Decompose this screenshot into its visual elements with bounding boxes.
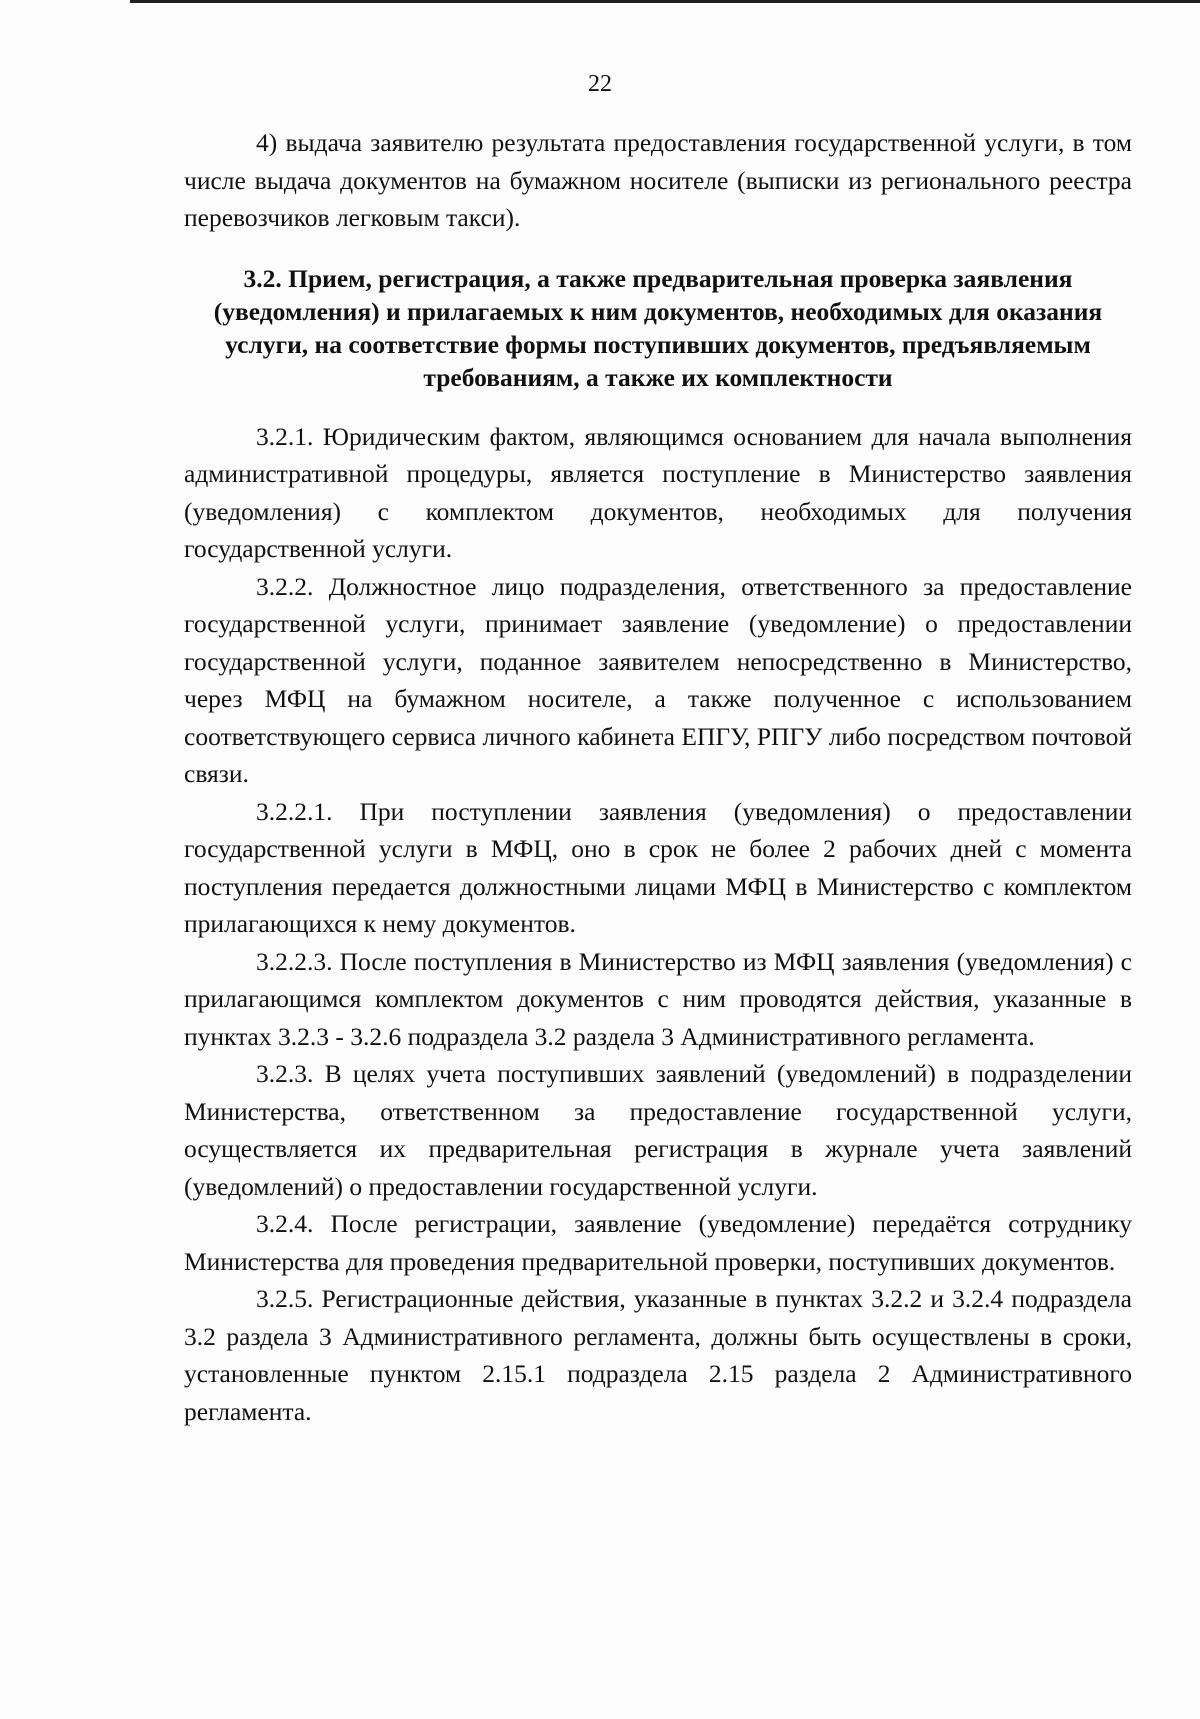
paragraph-3-2-2: 3.2.2. Должностное лицо подразделения, ответственного за предоставление государственной услуги, принимает заявление (уведомление) о предоставлении государственной услуги, поданное заявителем непосредственно в Министерство, через МФЦ на бумажном носителе, а также полученное с использованием соответствующего сервиса личного кабинета ЕПГУ, РПГУ либо посредством почтовой связи. — [184, 571, 1132, 788]
scan-top-edge — [130, 0, 1200, 3]
paragraph-3-2-1: 3.2.1. Юридическим фактом, являющимся основанием для начала выполнения административной процедуры, является поступление в Министерство заявления (уведомления) с комплектом документов, необходимых для получения государственной услуги. — [184, 421, 1132, 563]
paragraph-3-2-5: 3.2.5. Регистрационные действия, указанные в пунктах 3.2.2 и 3.2.4 подраздела 3.2 раздела 3 Административного регламента, должны быть осуществлены в сроки, установленные пунктом 2.15.1 подраздела 2.15 раздела 2 Административного регламента. — [184, 1284, 1132, 1426]
paragraph-3-2-4: 3.2.4. После регистрации, заявление (уведомление) передаётся сотруднику Министерства для проведения предварительной проверки, поступивших документов. — [184, 1209, 1132, 1276]
section-heading-3-2: 3.2. Прием, регистрация, а также предварительная проверка заявления (уведомления) и прилагаемых к ним документов, необходимых для оказания услуги, на соответствие формы поступивших документов, предъявляемым требованиям, а также их комплектности — [213, 263, 1103, 392]
document-body — [184, 124, 1132, 1430]
paragraph-3-2-2-1: 3.2.2.1. При поступлении заявления (уведомления) о предоставлении государственной услуги в МФЦ, оно в срок не более 2 рабочих дней с момента поступления передается должностными лицами МФЦ в Министерство с комплектом прилагающихся к нему документов. — [184, 796, 1132, 938]
paragraph-3-2-2-3: 3.2.2.3. После поступления в Министерство из МФЦ заявления (уведомления) с прилагающимся комплектом документов с ним проводятся действия, указанные в пунктах 3.2.3 - 3.2.6 подраздела 3.2 раздела 3 Административного регламента. — [184, 946, 1132, 1051]
paragraph-item-4: 4) выдача заявителю результата предоставления государственной услуги, в том числе выдача документов на бумажном носителе (выписки из регионального реестра перевозчиков легковым такси). — [184, 128, 1132, 232]
page-number: 22 — [588, 71, 612, 97]
paragraph-3-2-3: 3.2.3. В целях учета поступивших заявлений (уведомлений) в подразделении Министерства, ответственном за предоставление государственной услуги, осуществляется их предварительная регистрация в журнале учета заявлений (уведомлений) о предоставлении государственной услуги. — [184, 1059, 1132, 1201]
